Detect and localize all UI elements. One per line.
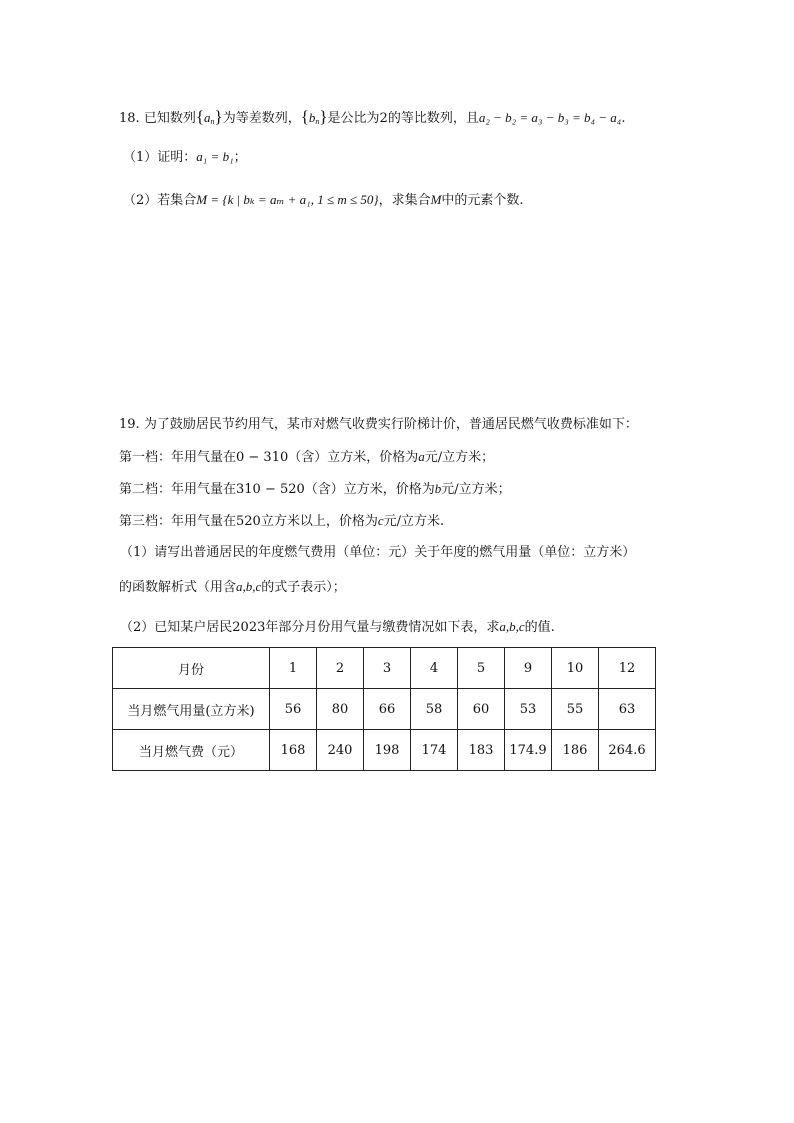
q18-part2-set: M = {k | bₖ = aₘ + a₁, 1 ≤ m ≤ 50}: [196, 192, 379, 207]
q18-number: 18.: [119, 111, 140, 126]
q19-tier1: 第一档：年用气量在0 − 310（含）立方米，价格为a元/立方米；: [119, 449, 495, 465]
q18-part2: （2）若集合M = {k | bₖ = aₘ + a₁, 1 ≤ m ≤ 50}，求集合M中的元素个数.: [123, 192, 524, 208]
q19-statement: [119, 415, 638, 435]
table-cell: 63: [599, 689, 656, 730]
gas-usage-table: [112, 647, 656, 771]
table-cell: 198: [364, 730, 411, 771]
q18-intro-1: 已知数列: [143, 111, 196, 126]
table-cell: 56: [270, 689, 317, 730]
seq-a-symbol: a: [204, 110, 211, 125]
table-row-fees: [113, 730, 656, 771]
table-cell: 186: [552, 730, 599, 771]
row-header-usage: 当月燃气用量(立方米): [113, 689, 270, 730]
q18-intro-3: 是公比为2的等比数列，且: [327, 111, 479, 126]
q18-intro-2: 为等差数列，: [222, 111, 301, 126]
table-row-months: [113, 648, 656, 689]
q18-part1-formula: a₁ = b₁: [196, 149, 234, 164]
table-cell: 80: [317, 689, 364, 730]
q18-part1-label: （1）证明：: [123, 150, 197, 165]
table-cell: 240: [317, 730, 364, 771]
table-cell: 168: [270, 730, 317, 771]
table-cell: 183: [458, 730, 505, 771]
q19-number: 19.: [119, 417, 140, 432]
table-cell: 5: [458, 648, 505, 689]
seq-b-symbol: b: [308, 110, 316, 125]
table-cell: 53: [505, 689, 552, 730]
table-cell: 174.9: [505, 730, 552, 771]
table-cell: 60: [458, 689, 505, 730]
table-cell: 4: [411, 648, 458, 689]
table-cell: 264.6: [599, 730, 656, 771]
q18-statement: 18. 已知数列$\{a_n\}$为等差数列，$\{b_n\}$是公比为2的等比数列，且a₂ − b₂ = a₃ − b₃ = b₄ − a₄.: [119, 107, 626, 126]
q19-part1-line1: （1）请写出普通居民的年度燃气费用（单位：元）关于年度的燃气用量（单位：立方米）: [120, 545, 636, 560]
table-cell: 12: [599, 648, 656, 689]
table-cell: 2: [317, 648, 364, 689]
q19-part1-line2: 的函数解析式（用含a,b,c的式子表示）；: [119, 579, 346, 595]
table-cell: 3: [364, 648, 411, 689]
q18-condition: a₂ − b₂ = a₃ − b₃ = b₄ − a₄: [478, 110, 622, 125]
table-row-usage: [113, 689, 656, 730]
table-cell: 58: [411, 689, 458, 730]
q18-part2-label: （2）若集合: [123, 193, 197, 208]
row-header-fee: 当月燃气费（元）: [113, 730, 270, 771]
row-header-month: 月份: [113, 648, 270, 689]
table-cell: 1: [270, 648, 317, 689]
table-cell: 9: [505, 648, 552, 689]
table-cell: 66: [364, 689, 411, 730]
table-cell: 174: [411, 730, 458, 771]
q19-part2: （2）已知某户居民2023年部分月份用气量与缴费情况如下表，求a,b,c的值.: [120, 619, 555, 635]
q19-tier3: 第三档：年用气量在520立方米以上，价格为c元/立方米.: [119, 513, 445, 529]
table-cell: 10: [552, 648, 599, 689]
q19-tier2: 第二档：年用气量在310 − 520（含）立方米，价格为b元/立方米；: [119, 481, 511, 497]
q18-part1: （1）证明：a₁ = b₁；: [123, 149, 247, 165]
table-cell: 55: [552, 689, 599, 730]
q19-intro: 为了鼓励居民节约用气，某市对燃气收费实行阶梯计价，普通居民燃气收费标准如下：: [143, 417, 638, 432]
